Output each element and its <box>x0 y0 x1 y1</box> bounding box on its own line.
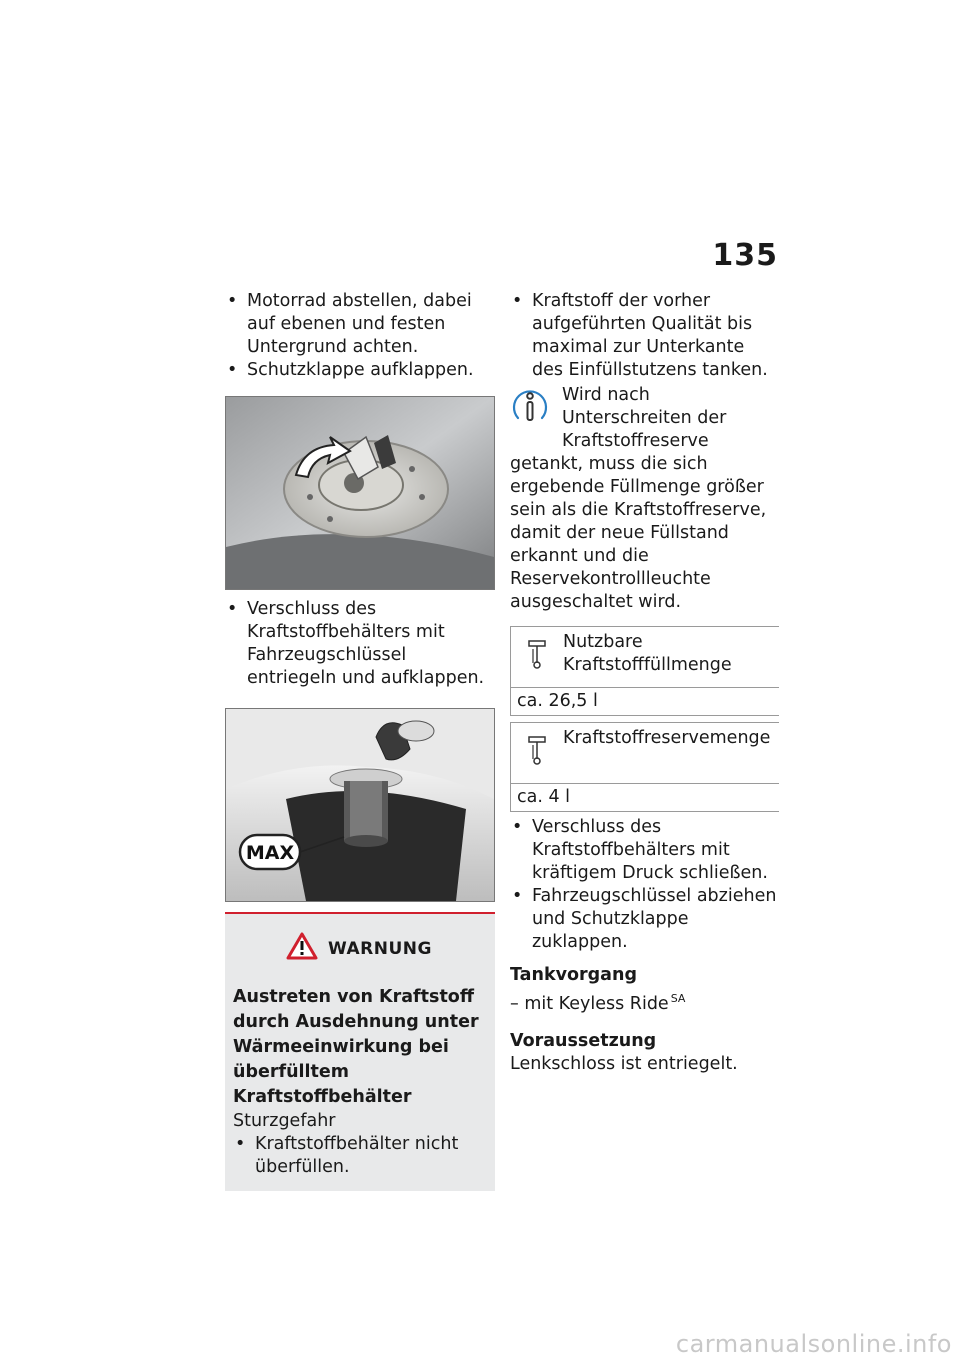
watermark: carmanualsonline.info <box>675 1330 952 1358</box>
max-label: MAX <box>245 842 295 864</box>
table-value: ca. 26,5 l <box>517 691 598 711</box>
fuel-pump-icon <box>511 631 563 669</box>
section-title: Tankvorgang <box>510 965 637 985</box>
page-number: 135 <box>712 238 778 273</box>
warning-title: WARNUNG <box>328 939 432 959</box>
warning-box <box>225 912 495 1191</box>
sa-superscript: SA <box>670 992 686 1005</box>
step-remove-key: • Fahrzeugschlüssel abziehen und Schutzklappe zuklappen. <box>510 885 780 954</box>
section-subtitle <box>510 987 780 1016</box>
warning-header <box>233 932 485 967</box>
section-sub-text: – mit Keyless Ride <box>510 993 669 1014</box>
left-column <box>225 290 495 1191</box>
warning-consequence: Sturzgefahr <box>233 1111 336 1131</box>
table-label: Nutzbare Kraftstofffüllmenge <box>563 632 732 675</box>
data-table-usable-fuel <box>510 626 779 716</box>
warning-triangle-icon <box>286 932 318 967</box>
info-text-first: Wird nach Unterschreiten der Kraftstoffreserve <box>562 385 727 451</box>
table-value: ca. 4 l <box>517 787 571 807</box>
warning-action: • Kraftstoffbehälter nicht überfüllen. <box>233 1133 485 1179</box>
photo-fuel-cap <box>225 396 495 590</box>
prerequisite-title: Voraussetzung <box>510 1030 657 1051</box>
step-open-flap: • Schutzklappe aufklappen. <box>225 359 495 382</box>
step-unlock-cap: • Verschluss des Kraftstoffbehälters mit Fahrzeugschlüssel entriegeln und aufklappen. <box>225 598 495 690</box>
fuel-pump-icon <box>511 727 563 765</box>
step-park: • Motorrad abstellen, dabei auf ebenen und festen Untergrund achten. <box>225 290 495 359</box>
table-label: Kraftstoffreservemenge <box>563 728 771 748</box>
info-icon <box>510 386 550 433</box>
right-column <box>510 290 780 1076</box>
prerequisite-text: Lenkschloss ist entriegelt. <box>510 1053 738 1074</box>
info-note <box>510 384 780 614</box>
photo-filler-neck <box>225 708 495 902</box>
step-fill-fuel: • Kraftstoff der vorher aufgeführten Qualität bis maximal zur Unterkante des Einfüllstutzens tanken. <box>510 290 780 382</box>
step-close-cap: • Verschluss des Kraftstoffbehälters mit kräftigem Druck schließen. <box>510 816 780 885</box>
data-table-reserve-fuel <box>510 722 779 812</box>
info-text-rest: getankt, muss die sich ergebende Füllmenge größer sein als die Kraftstoffreserve, damit der neue Füllstand erkannt und die Reservekontrollleuchte ausgeschaltet wird. <box>510 454 767 612</box>
warning-hazard: Austreten von Kraftstoff durch Ausdehnung unter Wärmeeinwirkung bei überfülltem Kraftstoffbehälter <box>233 987 479 1107</box>
